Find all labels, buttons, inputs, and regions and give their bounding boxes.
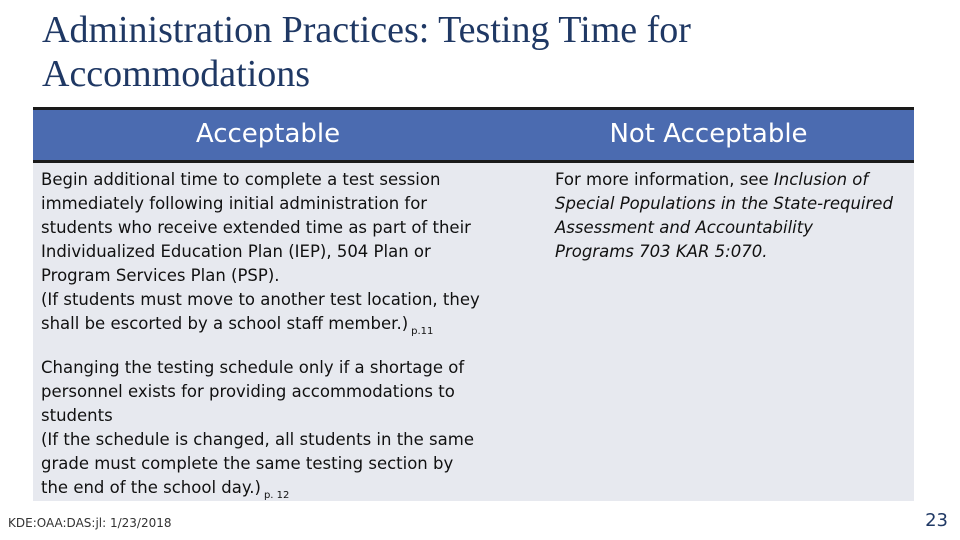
page-number: 23 — [925, 510, 948, 531]
header-acceptable: Acceptable — [195, 119, 341, 149]
not-acceptable-column — [555, 168, 915, 264]
acceptable-item-text: Begin additional time to complete a test session immediately following initial administration for students who receive extended time as part of their Individualized Education Plan (IEP), 504 Plan or Program Services Plan (PSP). (If students must move to another test location, they shall be escorted by a school staff member.) — [41, 170, 480, 333]
slide-title: Administration Practices: Testing Time for Accommodations — [42, 9, 691, 95]
page-reference: p.11 — [411, 326, 434, 337]
acceptable-column — [41, 168, 511, 503]
page-reference: p. 12 — [263, 490, 290, 501]
acceptable-item-text: Changing the testing schedule only if a shortage of personnel exists for providing accommodations to students (If the schedule is changed, all students in the same grade must complete the same testing section by the end of the school day.) — [41, 358, 474, 497]
header-not-acceptable: Not Acceptable — [609, 119, 808, 149]
table-header-row — [33, 110, 914, 163]
footer-text: KDE:OAA:DAS:jl: 1/23/2018 — [8, 516, 172, 530]
acceptable-item — [41, 168, 511, 339]
regulation-citation: Inclusion of Special Populations in the State-required Assessment and Accountability Programs 703 KAR 5:070. — [555, 170, 893, 261]
not-acceptable-item — [555, 168, 915, 264]
not-acceptable-prefix: For more information, see — [555, 170, 774, 189]
acceptable-item — [41, 356, 511, 503]
practices-table — [33, 107, 914, 501]
